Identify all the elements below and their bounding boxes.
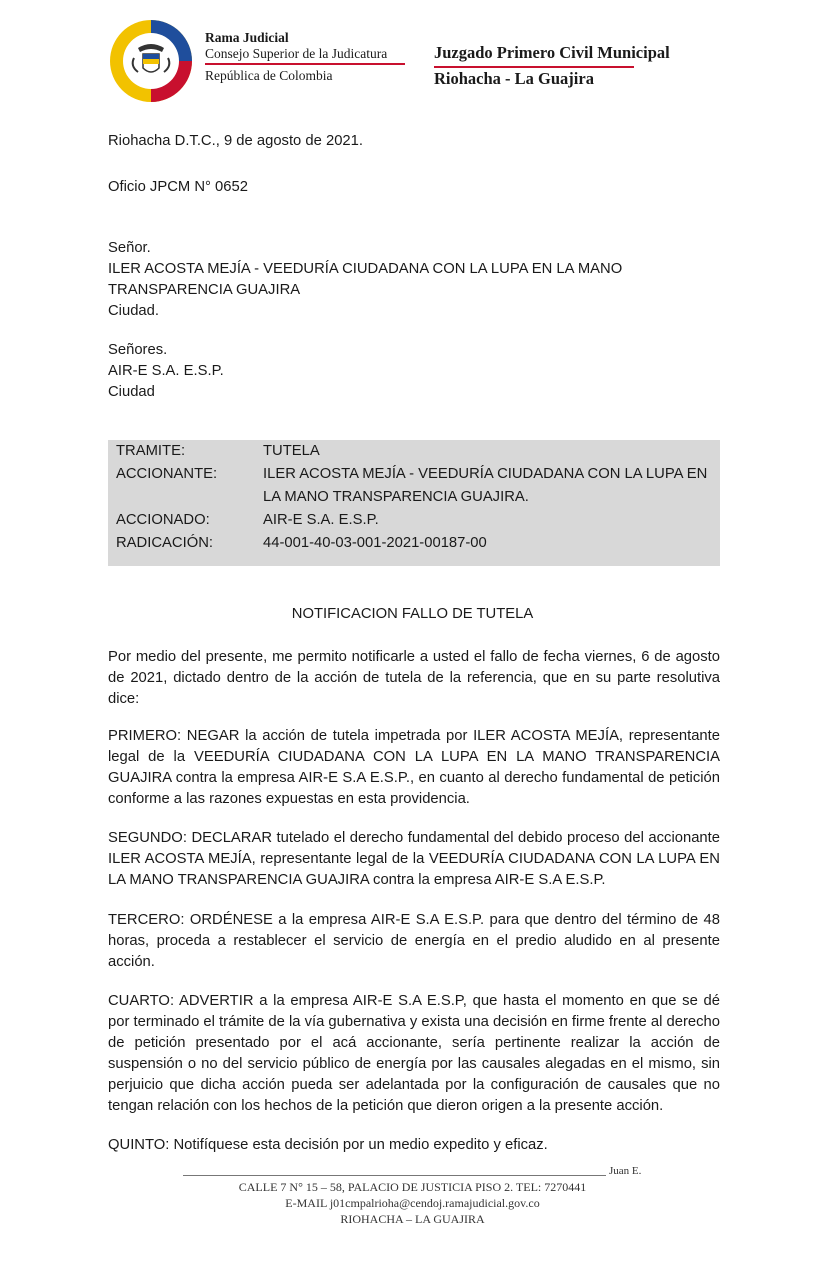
addressee1-salutation: Señor. bbox=[108, 240, 151, 256]
header-divider-left bbox=[205, 63, 405, 65]
org-line-2: Consejo Superior de la Judicatura bbox=[205, 46, 388, 61]
org-line-3: República de Colombia bbox=[205, 68, 333, 83]
accionante-value-1: ILER ACOSTA MEJÍA - VEEDURÍA CIUDADANA CON LA LUPA EN bbox=[263, 466, 708, 482]
tramite-label: TRAMITE: bbox=[116, 443, 186, 459]
org-block bbox=[205, 30, 387, 84]
org-line-1: Rama Judicial bbox=[205, 30, 289, 45]
cuarto-paragraph: CUARTO: ADVERTIR a la empresa AIR-E S.A E.S.P, que hasta el momento en que se dé por terminado el trámite de la vía gubernativa y exista una decisión en firme frente al derecho de petición presentado por el acá accionante, sería pertinente realizar la acción de suspensión o no del servicio público de energía por las causales alegadas en el mismo, sin perjuicio que dicha acción pueda ser adelantada por la configuración de causales que no tengan relación con los hechos de la petición que dieron origen a la presente acción. bbox=[108, 993, 720, 1114]
intro-paragraph: Por medio del presente, me permito notificarle a usted el fallo de fecha viernes, 6 de agosto de 2021, dictado dentro de la acción de tutela de la referencia, que en su parte resolutiva dice: bbox=[108, 649, 720, 707]
footer-address: CALLE 7 N° 15 – 58, PALACIO DE JUSTICIA PISO 2. TEL: 7270441 bbox=[238, 1180, 587, 1194]
document-title: NOTIFICACION FALLO DE TUTELA bbox=[291, 606, 534, 622]
accionado-value: AIR-E S.A. E.S.P. bbox=[263, 512, 379, 528]
addressee1-name-1: ILER ACOSTA MEJÍA - VEEDURÍA CIUDADANA CON LA LUPA EN LA MANO bbox=[108, 261, 623, 277]
accionante-label: ACCIONANTE: bbox=[116, 466, 218, 482]
addressee2-block bbox=[108, 340, 224, 403]
radicacion-label: RADICACIÓN: bbox=[116, 535, 214, 551]
segundo-paragraph: SEGUNDO: DECLARAR tutelado el derecho fundamental del debido proceso del accionante ILER ACOSTA MEJÍA, representante legal de la VEEDURÍA CIUDADANA CON LA LUPA EN LA MANO TRANSPARENCIA GUAJIRA contra la empresa AIR-E S.A E.S.P. bbox=[108, 830, 720, 888]
radicacion-value: 44-001-40-03-001-2021-00187-00 bbox=[263, 535, 487, 551]
tramite-value: TUTELA bbox=[263, 443, 320, 459]
date-line: Riohacha D.T.C., 9 de agosto de 2021. bbox=[108, 133, 364, 149]
signature-line bbox=[183, 1175, 606, 1176]
court-name: Juzgado Primero Civil Municipal bbox=[434, 43, 670, 62]
addressee2-salutation: Señores. bbox=[108, 342, 168, 358]
addressee2-name: AIR-E S.A. E.S.P. bbox=[108, 363, 224, 379]
addressee1-block bbox=[108, 238, 622, 322]
case-info-box bbox=[108, 440, 720, 566]
addressee2-city: Ciudad bbox=[108, 384, 155, 400]
addressee1-city: Ciudad. bbox=[108, 303, 160, 319]
letterhead-left bbox=[108, 18, 408, 102]
quinto-paragraph: QUINTO: Notifíquese esta decisión por un medio expedito y eficaz. bbox=[108, 1137, 548, 1153]
footer-email: E-MAIL j01cmpalrioha@cendoj.ramajudicial.gov.co bbox=[285, 1196, 540, 1210]
accionante-value-2: LA MANO TRANSPARENCIA GUAJIRA. bbox=[263, 489, 529, 505]
primero-paragraph: PRIMERO: NEGAR la acción de tutela impetrada por ILER ACOSTA MEJÍA, representante legal de la VEEDURÍA CIUDADANA CON LA LUPA EN LA MANO TRANSPARENCIA GUAJIRA contra la empresa AIR-E S.A E.S.P., en cuanto al derecho fundamental de petición conforme a las razones expuestas en esta providencia. bbox=[108, 728, 720, 807]
oficio-number: Oficio JPCM N° 0652 bbox=[108, 179, 248, 195]
coat-of-arms-seal-icon bbox=[108, 18, 194, 104]
court-block bbox=[434, 40, 670, 92]
footer-city: RIOHACHA – LA GUAJIRA bbox=[340, 1212, 485, 1226]
addressee1-name-2: TRANSPARENCIA GUAJIRA bbox=[108, 282, 301, 298]
court-city: Riohacha - La Guajira bbox=[434, 69, 594, 88]
author-initials: Juan E. bbox=[609, 1165, 642, 1177]
accionado-label: ACCIONADO: bbox=[116, 512, 210, 528]
tercero-paragraph: TERCERO: ORDÉNESE a la empresa AIR-E S.A E.S.P. para que dentro del término de 48 horas, proceda a restablecer el servicio de energía en el predio aludido en al presente acción. bbox=[108, 912, 720, 970]
